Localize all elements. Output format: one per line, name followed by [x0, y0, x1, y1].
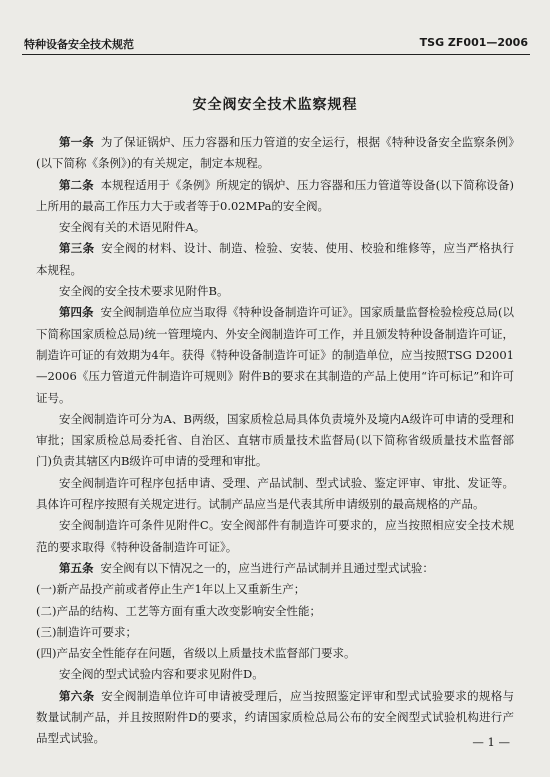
paragraph-text: (二)产品的结构、工艺等方面有重大改变影响安全性能；: [36, 603, 321, 618]
paragraph-text: 安全阀制造单位应当取得《特种设备制造许可证》。国家质量监督检验检疫总局(以下简称国家质检总局)统一管理境内、外安全阀制造许可工作，并且颁发特种设备制造许可证，制造许可证的有效期为4年。获得《特种设备制造许可证》的制造单位，应当按照TSG D2001—2006《压力管道元件制造许可规则》附件B的要求在其制造的产品上使用“许可标记”和许可证号。: [36, 305, 515, 405]
paragraph-text: 安全阀的安全技术要求见附件B。: [59, 284, 229, 299]
paragraph-text: 为了保证锅炉、压力容器和压力管道的安全运行，根据《特种设备安全监察条例》(以下简称《条例》)的有关规定，制定本规程。: [36, 135, 515, 171]
paragraph-text: (三)制造许可要求；: [36, 624, 137, 639]
document-body: [36, 132, 514, 750]
paragraph-text: 安全阀制造许可程序包括申请、受理、产品试制、型式试验、鉴定评审、审批、发证等。具体许可程序按照有关规定进行。试制产品应当是代表其所申请级别的最高规格的产品。: [36, 475, 514, 512]
paragraph: [36, 686, 514, 750]
paragraph: [36, 217, 514, 238]
header-divider: [22, 54, 530, 55]
paragraph: [36, 281, 514, 302]
paragraph: [36, 132, 514, 175]
paragraph: [36, 409, 514, 473]
paragraph-text: (一)新产品投产前或者停止生产1年以上又重新生产；: [36, 582, 306, 597]
paragraph: [36, 664, 514, 685]
list-item: [36, 601, 514, 622]
page-header: [24, 36, 528, 54]
list-item: [36, 622, 514, 643]
article-number: 第六条: [59, 688, 95, 703]
document-title: 安全阀安全技术监察规程: [192, 97, 358, 113]
list-item: [36, 643, 514, 664]
paragraph: [36, 175, 514, 218]
paragraph-text: 安全阀的材料、设计、制造、检验、安装、使用、校验和维修等，应当严格执行本规程。: [36, 241, 515, 277]
paragraph-text: 安全阀制造许可条件见附件C。安全阀部件有制造许可要求的，应当按照相应安全技术规范的要求取得《特种设备制造许可证》。: [36, 518, 514, 554]
paragraph-text: (四)产品安全性能存在问题，省级以上质量技术监督部门要求。: [36, 646, 356, 661]
paragraph: [36, 238, 514, 281]
paragraph: [36, 515, 514, 558]
header-spec-series: 特种设备安全技术规范: [24, 38, 134, 51]
paragraph: [36, 558, 514, 579]
list-item: [36, 579, 514, 600]
article-number: 第三条: [59, 241, 95, 256]
article-number: 第一条: [59, 135, 94, 149]
paragraph: [36, 473, 514, 516]
paragraph-text: 安全阀有关的术语见附件A。: [59, 220, 206, 235]
article-number: 第四条: [59, 305, 94, 320]
header-doc-code: TSG ZF001—2006: [419, 36, 528, 49]
paragraph: [36, 302, 514, 408]
article-number: 第二条: [59, 177, 94, 192]
paragraph-text: 本规程适用于《条例》所规定的锅炉、压力容器和压力管道等设备(以下简称设备)上所用的最高工作压力大于或者等于0.02MPa的安全阀。: [36, 177, 514, 213]
paragraph-text: 安全阀制造单位许可申请被受理后，应当按照鉴定评审和型式试验要求的规格与数量试制产品，并且按照附件D的要求，约请国家质检总局公布的安全阀型式试验机构进行产品型式试验。: [36, 688, 515, 746]
paragraph-text: 安全阀的型式试验内容和要求见附件D。: [59, 667, 264, 682]
page-number: — 1 —: [472, 735, 510, 749]
article-number: 第五条: [59, 560, 94, 575]
paragraph-text: 安全阀有以下情况之一的，应当进行产品试制并且通过型式试验：: [100, 560, 434, 575]
paragraph-text: 安全阀制造许可分为A、B两级，国家质检总局具体负责境外及境内A级许可申请的受理和审批；国家质检总局委托省、自治区、直辖市质量技术监督局(以下简称省级质量技术监督部门)负责其辖区内B级许可申请的受理和审批。: [36, 411, 514, 469]
